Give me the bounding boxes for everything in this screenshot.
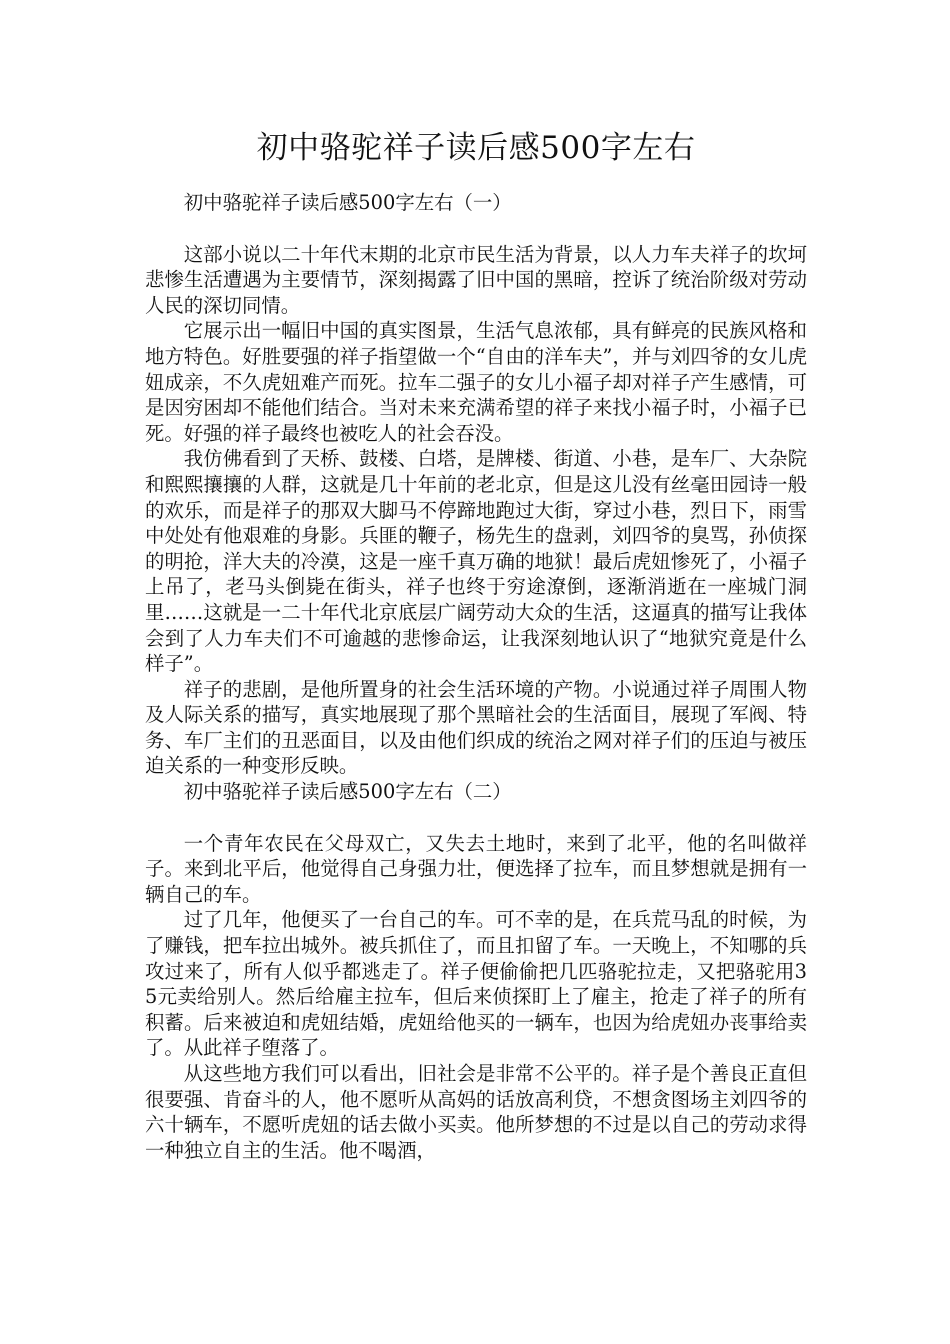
section-2-paragraph-2: 过了几年，他便买了一台自己的车。可不幸的是，在兵荒马乱的时候，为了赚钱，把车拉出城外。被兵抓住了，而且扣留了车。一天晚上，不知哪的兵攻过来了，所有人似乎都逃走了。祥子便偷偷把几匹骆驼拉走，又把骆驼用35元卖给别人。然后给雇主拉车，但后来侦探盯上了雇主，抢走了祥子的所有积蓄。后来被迫和虎妞结婚，虎妞给他买的一辆车，也因为给虎妞办丧事给卖了。从此祥子堕落了。 (145, 908, 807, 1060)
section-1-paragraph-1: 这部小说以二十年代末期的北京市民生活为背景，以人力车夫祥子的坎坷悲惨生活遭遇为主要情节，深刻揭露了旧中国的黑暗，控诉了统治阶级对劳动人民的深切同情。 (145, 242, 807, 317)
document-title: 初中骆驼祥子读后感500字左右 (256, 130, 696, 166)
section-1-paragraph-4: 祥子的悲剧，是他所置身的社会生活环境的产物。小说通过祥子周围人物及人际关系的描写，真实地展现了那个黑暗社会的生活面目，展现了军阀、特务、车厂主们的丑恶面目，以及由他们织成的统治之网对祥子们的压迫与被压迫关系的一种变形反映。 (145, 677, 807, 778)
document-page (145, 122, 807, 1163)
section-2-heading: 初中骆驼祥子读后感500字左右（二） (183, 780, 512, 804)
section-2-paragraph-3: 从这些地方我们可以看出，旧社会是非常不公平的。祥子是个善良正直但很要强、肯奋斗的人，他不愿听从高妈的话放高利贷，不想贪图场主刘四爷的六十辆车，不愿听虎妞的话去做小买卖。他所梦想的不过是以自己的劳动求得一种独立自主的生活。他不喝酒， (145, 1062, 807, 1162)
section-2 (145, 779, 807, 1163)
section-1-heading: 初中骆驼祥子读后感500字左右（一） (183, 191, 512, 214)
section-1 (145, 190, 807, 779)
section-2-paragraph-1: 一个青年农民在父母双亡，又失去土地时，来到了北平，他的名叫做祥子。来到北平后，他觉得自己身强力壮，便选择了拉车，而且梦想就是拥有一辆自己的车。 (145, 831, 807, 906)
section-1-paragraph-2: 它展示出一幅旧中国的真实图景，生活气息浓郁，具有鲜亮的民族风格和地方特色。好胜要强的祥子指望做一个“自由的洋车夫”，并与刘四爷的女儿虎妞成亲，不久虎妞难产而死。拉车二强子的女儿小福子却对祥子产生感情，可是因穷困却不能他们结合。当对未来充满希望的祥子来找小福子时，小福子已死。好强的祥子最终也被吃人的社会吞没。 (145, 319, 807, 445)
spacer (145, 805, 807, 831)
section-1-paragraph-3: 我仿佛看到了天桥、鼓楼、白塔，是牌楼、街道、小巷，是车厂、大杂院和熙熙攘攘的人群，这就是几十年前的老北京，但是这儿没有丝毫田园诗一般的欢乐，而是祥子的那双大脚马不停蹄地跑过大街，穿过小巷，烈日下，雨雪中处处有他艰难的身影。兵匪的鞭子，杨先生的盘剥，刘四爷的臭骂，孙侦探的明抢，洋大夫的冷漠，这是一座千真万确的地狱！最后虎妞惨死了，小福子上吊了，老马头倒毙在街头，祥子也终于穷途潦倒，逐渐消逝在一座城门洞里……这就是一二十年代北京底层广阔劳动大众的生活，这逼真的描写让我体会到了人力车夫们不可逾越的悲惨命运，让我深刻地认识了“地狱究竟是什么样子”。 (145, 447, 807, 676)
spacer (145, 216, 807, 242)
